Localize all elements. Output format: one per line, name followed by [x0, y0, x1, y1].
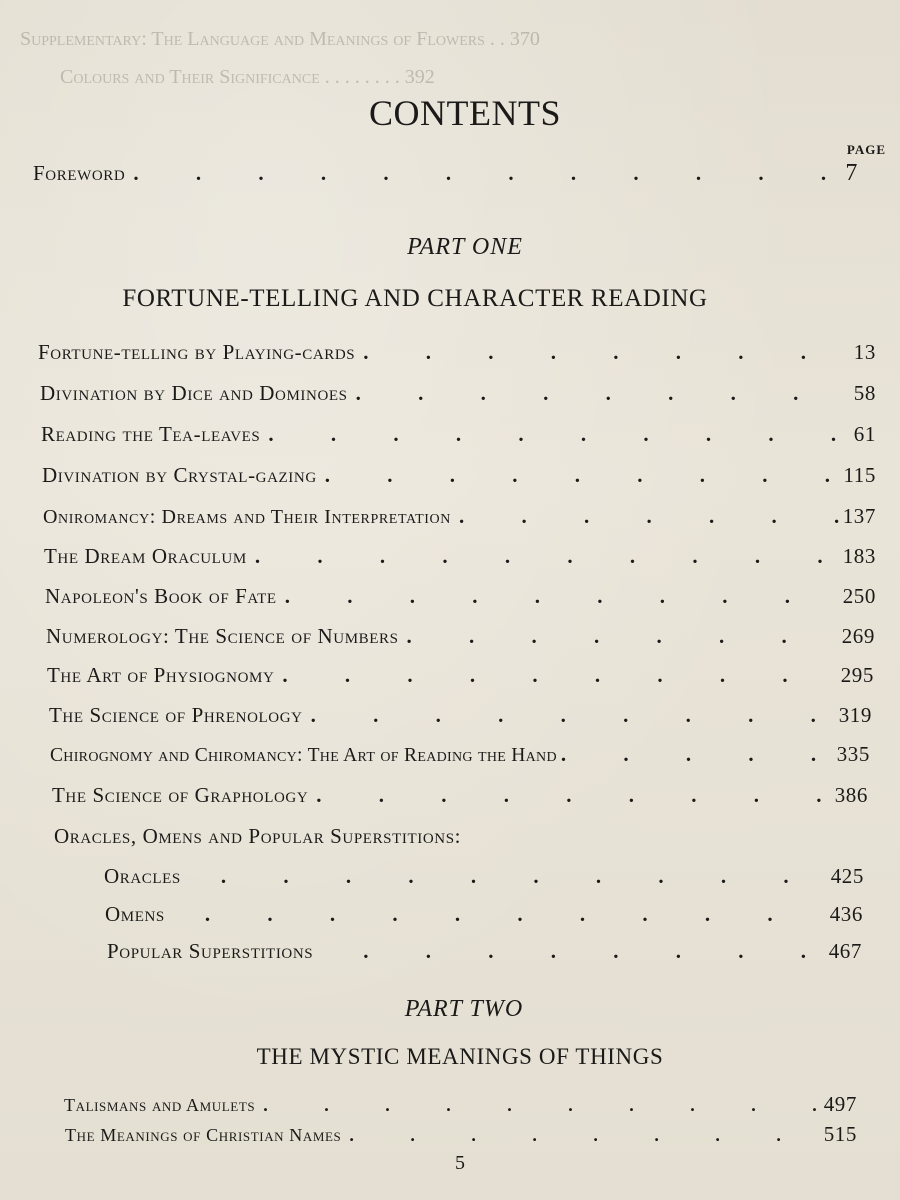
dot-leader	[181, 864, 831, 889]
toc-page-number: 335	[836, 742, 870, 766]
toc-entry-label: The Meanings of Christian Names	[65, 1125, 342, 1145]
toc-subentry	[105, 902, 863, 932]
bleed-through-line: Colours and Their Significance . . . . . . . . 392	[60, 66, 435, 88]
toc-entry	[65, 1122, 857, 1152]
toc-entry-label: Popular Superstitions	[107, 939, 314, 963]
part-two-title: THE MYSTIC MEANINGS OF THINGS	[256, 1044, 664, 1069]
toc-entry-label: The Science of Phrenology	[49, 703, 303, 727]
toc-entry-label: The Art of Physiognomy	[47, 663, 275, 687]
dot-leader	[317, 463, 844, 488]
part-two-label: PART TWO	[404, 996, 524, 1022]
toc-entry	[41, 422, 876, 452]
toc-entry-label: Divination by Dice and Dominoes	[40, 381, 348, 405]
dot-leader	[341, 1125, 823, 1146]
dot-leader	[125, 161, 845, 186]
dot-leader	[355, 340, 854, 365]
toc-subentry	[104, 864, 864, 894]
toc-entry	[42, 463, 876, 493]
toc-page-number: 250	[842, 584, 876, 608]
toc-entry	[47, 663, 874, 693]
toc-page-number: 497	[823, 1092, 857, 1116]
toc-entry-foreword	[33, 160, 858, 190]
toc-entry	[40, 381, 876, 411]
part-one-title: FORTUNE-TELLING AND CHARACTER READING	[122, 285, 708, 312]
contents-heading: CONTENTS	[369, 93, 561, 133]
toc-subentry	[107, 939, 862, 969]
toc-entry	[45, 584, 876, 614]
part-one-label: PART ONE	[407, 234, 523, 260]
toc-page-number: 467	[828, 939, 862, 963]
toc-page-number: 13	[853, 340, 876, 364]
dot-leader	[255, 1095, 823, 1116]
toc-entry	[38, 340, 876, 370]
toc-page-number: 425	[830, 864, 864, 888]
dot-leader	[274, 663, 840, 688]
toc-entry-label: The Science of Graphology	[52, 783, 309, 807]
dot-leader	[165, 902, 830, 927]
dot-leader	[260, 422, 853, 447]
toc-entry-label: Reading the Tea-leaves	[41, 422, 261, 446]
toc-entry	[46, 624, 875, 654]
dot-leader	[451, 504, 843, 529]
dot-leader	[277, 584, 843, 609]
toc-page-number: 61	[853, 422, 876, 446]
dot-leader	[247, 544, 843, 569]
toc-entry-label: Omens	[105, 902, 165, 926]
toc-page-number: 269	[841, 624, 875, 648]
toc-page-number: 295	[840, 663, 874, 687]
toc-entry-label: Chirognomy and Chiromancy: The Art of Reading the Hand	[50, 745, 557, 766]
page-folio: 5	[455, 1152, 465, 1174]
toc-page-number: 183	[842, 544, 876, 568]
toc-page-number: 319	[838, 703, 872, 727]
toc-page-number: 58	[853, 381, 876, 405]
toc-page-number: 7	[845, 160, 858, 186]
page-column-label: PAGE	[846, 142, 886, 157]
toc-entry-label: Divination by Crystal-gazing	[42, 463, 317, 487]
toc-page-number: 386	[834, 783, 868, 807]
toc-entry-label: Oniromancy: Dreams and Their Interpretation	[43, 506, 451, 528]
dot-leader	[308, 783, 834, 808]
toc-entry-label: Foreword	[33, 161, 126, 185]
toc-entry-label: Napoleon's Book of Fate	[45, 584, 277, 608]
toc-entry	[52, 783, 868, 813]
dot-leader	[348, 381, 854, 406]
dot-leader	[399, 624, 842, 649]
toc-entry	[64, 1092, 857, 1122]
toc-entry-label: Numerology: The Science of Numbers	[46, 624, 399, 648]
toc-entry-label: Talismans and Amulets	[64, 1095, 256, 1115]
toc-entry	[50, 742, 870, 772]
toc-group-heading: Oracles, Omens and Popular Superstitions:	[54, 824, 462, 848]
toc-entry-label: Oracles	[104, 864, 181, 888]
bleed-through-line: Supplementary: The Language and Meanings of Flowers . . 370	[20, 28, 540, 50]
dot-leader	[303, 703, 839, 728]
toc-entry	[49, 703, 872, 733]
dot-leader	[557, 742, 837, 767]
toc-page-number: 115	[843, 463, 876, 487]
toc-entry-label: Fortune-telling by Playing-cards	[38, 340, 356, 364]
dot-leader	[313, 939, 828, 964]
toc-entry-label: The Dream Oraculum	[44, 544, 247, 568]
toc-entry	[43, 504, 876, 534]
toc-page-number: 137	[842, 504, 876, 528]
toc-entry	[44, 544, 876, 574]
toc-page-number: 436	[829, 902, 863, 926]
toc-page-number: 515	[823, 1122, 857, 1146]
